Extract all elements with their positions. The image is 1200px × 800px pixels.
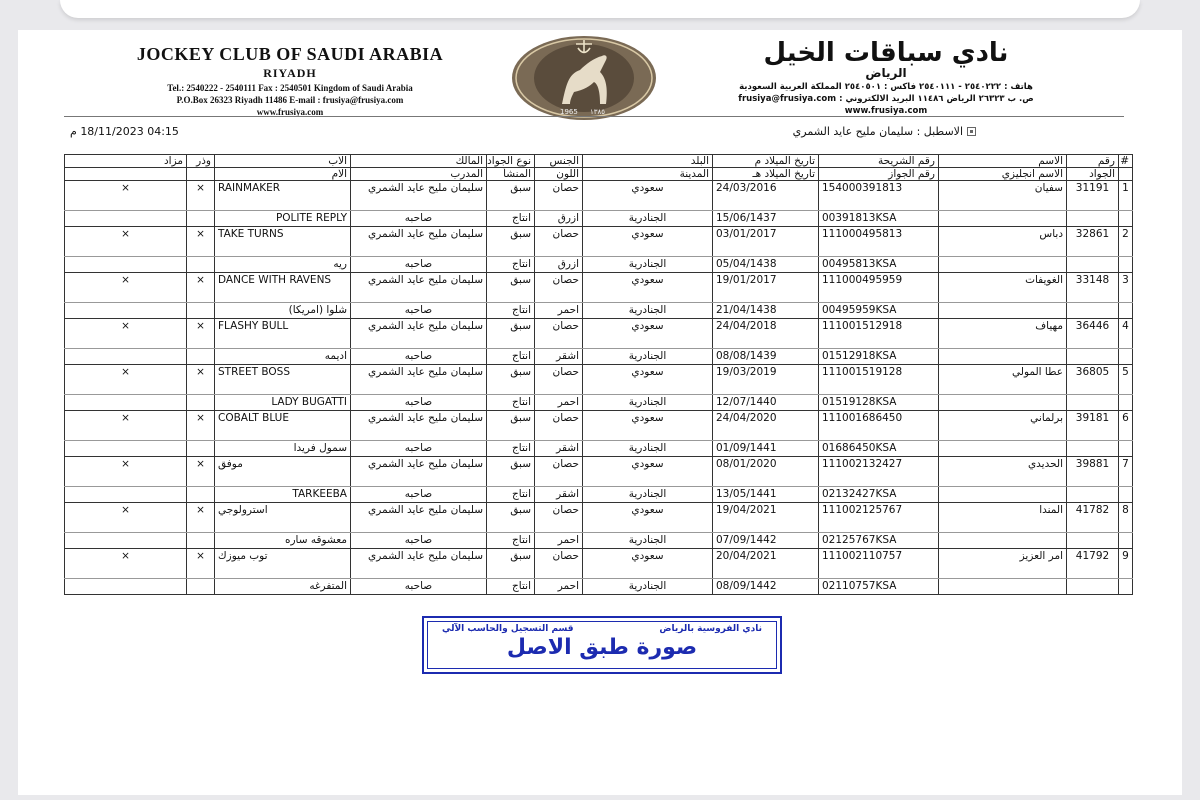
city: الجنادرية <box>583 349 713 365</box>
horse-id-sub <box>1067 395 1119 411</box>
trainer: صاحبه <box>351 211 487 227</box>
table-row-sub <box>65 349 1133 365</box>
country: سعودي <box>583 503 713 533</box>
country: سعودي <box>583 411 713 441</box>
chip-number: 111000495959 <box>819 273 939 303</box>
row-index-sub <box>1119 257 1133 273</box>
birth-date: 24/04/2018 <box>713 319 819 349</box>
chip-number: 154000391813 <box>819 181 939 211</box>
city: الجنادرية <box>583 257 713 273</box>
trainer: صاحبه <box>351 441 487 457</box>
sire: TAKE TURNS <box>215 227 351 257</box>
origin: انتاج <box>487 487 535 503</box>
sex: حصان <box>535 549 583 579</box>
owner: سليمان مليح عايد الشمري <box>351 273 487 303</box>
horse-id: 33148 <box>1067 273 1119 303</box>
row-index-sub <box>1119 395 1133 411</box>
chip-number: 111001686450 <box>819 411 939 441</box>
auction-mark: × <box>65 411 187 441</box>
color: احمر <box>535 579 583 595</box>
auction-mark-sub <box>65 441 187 457</box>
origin: انتاج <box>487 303 535 319</box>
horses-table-body <box>65 181 1133 595</box>
col-origin: المنشأ <box>487 168 535 181</box>
w-mark: × <box>187 549 215 579</box>
color: ازرق <box>535 211 583 227</box>
birth-date-hijri: 15/06/1437 <box>713 211 819 227</box>
passport-number: 02132427KSA <box>819 487 939 503</box>
sire: استرولوجي <box>215 503 351 533</box>
chip-number: 111002132427 <box>819 457 939 487</box>
sire: موفق <box>215 457 351 487</box>
table-row-sub <box>65 487 1133 503</box>
chip-number: 111000495813 <box>819 227 939 257</box>
birth-date-hijri: 13/05/1441 <box>713 487 819 503</box>
passport-number: 01512918KSA <box>819 349 939 365</box>
auction-mark-sub <box>65 579 187 595</box>
horse-name: برلماني <box>939 411 1067 441</box>
city: الجنادرية <box>583 395 713 411</box>
dam: سمول فريدا <box>215 441 351 457</box>
row-index-sub <box>1119 533 1133 549</box>
w-mark: × <box>187 457 215 487</box>
city: الجنادرية <box>583 211 713 227</box>
birth-date: 20/04/2021 <box>713 549 819 579</box>
w-mark-sub <box>187 533 215 549</box>
sex: حصان <box>535 227 583 257</box>
header-row-top <box>65 155 1133 168</box>
owner: سليمان مليح عايد الشمري <box>351 181 487 211</box>
stamp-dept: قسم التسجيل والحاسب الآلي <box>442 624 574 634</box>
table-row-sub <box>65 579 1133 595</box>
col-trainer: المدرب <box>351 168 487 181</box>
horse-type: سبق <box>487 503 535 533</box>
passport-number: 00495959KSA <box>819 303 939 319</box>
color: احمر <box>535 533 583 549</box>
chip-number: 111002110757 <box>819 549 939 579</box>
birth-date: 24/03/2016 <box>713 181 819 211</box>
trainer: صاحبه <box>351 579 487 595</box>
birth-date-hijri: 05/04/1438 <box>713 257 819 273</box>
color: اشقر <box>535 487 583 503</box>
col-passport: رقم الجواز <box>819 168 939 181</box>
w-mark-sub <box>187 395 215 411</box>
sire: COBALT BLUE <box>215 411 351 441</box>
dam: شلوا (امريكا) <box>215 303 351 319</box>
horse-type: سبق <box>487 457 535 487</box>
horse-id-sub <box>1067 487 1119 503</box>
col-owner: المالك <box>351 155 487 168</box>
col-auction: مزاد <box>65 155 187 168</box>
horse-name: الحديدي <box>939 457 1067 487</box>
country: سعودي <box>583 365 713 395</box>
auction-mark-sub <box>65 487 187 503</box>
club-name-ar: نادي سباقات الخيل <box>763 38 1009 68</box>
horse-id: 39881 <box>1067 457 1119 487</box>
w-mark-sub <box>187 303 215 319</box>
w-mark-sub <box>187 579 215 595</box>
stamp-main-text: صورة طبق الاصل <box>506 635 698 660</box>
birth-date-hijri: 21/04/1438 <box>713 303 819 319</box>
passport-number: 02110757KSA <box>819 579 939 595</box>
checkbox-icon <box>967 127 976 136</box>
birth-date-hijri: 08/09/1442 <box>713 579 819 595</box>
horse-name-en <box>939 395 1067 411</box>
horse-name-en <box>939 487 1067 503</box>
owner: سليمان مليح عايد الشمري <box>351 365 487 395</box>
dam: POLITE REPLY <box>215 211 351 227</box>
sex: حصان <box>535 273 583 303</box>
origin: انتاج <box>487 533 535 549</box>
table-row <box>65 273 1133 303</box>
col-name-en: الاسم انجليزي <box>939 168 1067 181</box>
horse-id-sub <box>1067 257 1119 273</box>
chip-number: 111001519128 <box>819 365 939 395</box>
col-country: البلد <box>583 155 713 168</box>
horse-id-sub <box>1067 579 1119 595</box>
website-ar: www.frusiya.com <box>844 106 928 116</box>
header-english <box>90 44 490 117</box>
col-chip: رقم الشريحة <box>819 155 939 168</box>
horse-type: سبق <box>487 365 535 395</box>
city: الجنادرية <box>583 533 713 549</box>
city: الجنادرية <box>583 487 713 503</box>
city: الجنادرية <box>583 303 713 319</box>
city: الجنادرية <box>583 441 713 457</box>
birth-date: 08/01/2020 <box>713 457 819 487</box>
table-row-sub <box>65 441 1133 457</box>
col-dob-hijri: تاريخ الميلاد هـ <box>713 168 819 181</box>
logo-year-right: ١٣٨٥ <box>590 108 606 116</box>
passport-number: 00391813KSA <box>819 211 939 227</box>
birth-date: 19/04/2021 <box>713 503 819 533</box>
dam: LADY BUGATTI <box>215 395 351 411</box>
row-index: 4 <box>1119 319 1133 349</box>
col-dob: تاريخ الميلاد م <box>713 155 819 168</box>
color: اشقر <box>535 441 583 457</box>
auction-mark-sub <box>65 257 187 273</box>
w-mark-sub <box>187 211 215 227</box>
horse-name: سفيان <box>939 181 1067 211</box>
horse-name-en <box>939 257 1067 273</box>
stable-label: الاسطبل : سليمان مليح عايد الشمري <box>792 125 963 138</box>
w-mark: × <box>187 273 215 303</box>
header-divider <box>64 116 1124 117</box>
horse-type: سبق <box>487 273 535 303</box>
horse-id: 36805 <box>1067 365 1119 395</box>
horse-name: المندا <box>939 503 1067 533</box>
horse-id-sub <box>1067 211 1119 227</box>
birth-date-hijri: 08/08/1439 <box>713 349 819 365</box>
horse-id-sub <box>1067 441 1119 457</box>
col-index: # <box>1119 155 1133 168</box>
w-mark: × <box>187 411 215 441</box>
col-city: المدينة <box>583 168 713 181</box>
col-id: رقم <box>1067 155 1119 168</box>
owner: سليمان مليح عايد الشمري <box>351 457 487 487</box>
auction-mark: × <box>65 549 187 579</box>
trainer: صاحبه <box>351 303 487 319</box>
w-mark-sub <box>187 487 215 503</box>
sex: حصان <box>535 411 583 441</box>
horse-id-sub <box>1067 349 1119 365</box>
passport-number: 00495813KSA <box>819 257 939 273</box>
sire: توب ميوزك <box>215 549 351 579</box>
certified-copy-stamp <box>422 616 782 674</box>
row-index: 1 <box>1119 181 1133 211</box>
col-w: وذر <box>187 155 215 168</box>
passport-number: 02125767KSA <box>819 533 939 549</box>
row-index-sub <box>1119 487 1133 503</box>
table-row <box>65 319 1133 349</box>
col-id-sub: الجواد <box>1067 168 1119 181</box>
country: سعودي <box>583 227 713 257</box>
table-row <box>65 411 1133 441</box>
city: الجنادرية <box>583 579 713 595</box>
row-index-sub <box>1119 211 1133 227</box>
w-mark: × <box>187 181 215 211</box>
origin: انتاج <box>487 441 535 457</box>
col-name: الاسم <box>939 155 1067 168</box>
table-row <box>65 457 1133 487</box>
row-index: 9 <box>1119 549 1133 579</box>
horse-name: مهياف <box>939 319 1067 349</box>
auction-mark: × <box>65 319 187 349</box>
auction-mark-sub <box>65 533 187 549</box>
club-logo <box>510 34 658 122</box>
w-mark: × <box>187 365 215 395</box>
passport-number: 01686450KSA <box>819 441 939 457</box>
row-index-sub <box>1119 441 1133 457</box>
col-index-sub <box>1119 168 1133 181</box>
website-en: www.frusiya.com <box>256 107 324 117</box>
horse-name: امر العزيز <box>939 549 1067 579</box>
contact-en: Tel.: 2540222 - 2540111 Fax : 2540501 Kingdom of Saudi Arabia <box>167 83 413 93</box>
address-ar: ص. ب ٢٦٣٢٣ الرياض ١١٤٨٦ البريد الالكتروني : frusiya@frusiya.com <box>738 94 1034 104</box>
country: سعودي <box>583 549 713 579</box>
birth-date: 24/04/2020 <box>713 411 819 441</box>
sex: حصان <box>535 457 583 487</box>
table-row <box>65 503 1133 533</box>
horse-id-sub <box>1067 303 1119 319</box>
owner: سليمان مليح عايد الشمري <box>351 503 487 533</box>
club-city-en: RIYADH <box>263 66 317 80</box>
horse-id: 41782 <box>1067 503 1119 533</box>
table-row <box>65 181 1133 211</box>
trainer: صاحبه <box>351 257 487 273</box>
table-row <box>65 365 1133 395</box>
col-dam: الام <box>215 168 351 181</box>
birth-date-hijri: 01/09/1441 <box>713 441 819 457</box>
horse-id-sub <box>1067 533 1119 549</box>
col-type: نوع الجواد <box>487 155 535 168</box>
w-mark-sub <box>187 441 215 457</box>
chip-number: 111001512918 <box>819 319 939 349</box>
sex: حصان <box>535 319 583 349</box>
birth-date: 19/03/2019 <box>713 365 819 395</box>
color: اشقر <box>535 349 583 365</box>
top-scroll-strip <box>60 0 1140 18</box>
row-index: 5 <box>1119 365 1133 395</box>
col-sex: الجنس <box>535 155 583 168</box>
horse-name-en <box>939 211 1067 227</box>
table-row-sub <box>65 303 1133 319</box>
sire: DANCE WITH RAVENS <box>215 273 351 303</box>
sire: FLASHY BULL <box>215 319 351 349</box>
sire: STREET BOSS <box>215 365 351 395</box>
row-index: 6 <box>1119 411 1133 441</box>
owner: سليمان مليح عايد الشمري <box>351 549 487 579</box>
stamp-org: نادي الفروسية بالرياض <box>659 624 762 634</box>
auction-mark-sub <box>65 349 187 365</box>
dam: المتفرغه <box>215 579 351 595</box>
passport-number: 01519128KSA <box>819 395 939 411</box>
auction-mark-sub <box>65 303 187 319</box>
color: احمر <box>535 303 583 319</box>
color: ازرق <box>535 257 583 273</box>
auction-mark: × <box>65 365 187 395</box>
auction-mark: × <box>65 457 187 487</box>
country: سعودي <box>583 273 713 303</box>
horse-id: 32861 <box>1067 227 1119 257</box>
table-row-sub <box>65 211 1133 227</box>
horse-type: سبق <box>487 411 535 441</box>
sex: حصان <box>535 181 583 211</box>
trainer: صاحبه <box>351 349 487 365</box>
origin: انتاج <box>487 579 535 595</box>
horse-type: سبق <box>487 227 535 257</box>
horse-id: 41792 <box>1067 549 1119 579</box>
horse-name: الغويفات <box>939 273 1067 303</box>
w-mark-sub <box>187 257 215 273</box>
owner: سليمان مليح عايد الشمري <box>351 411 487 441</box>
horse-name-en <box>939 579 1067 595</box>
sex: حصان <box>535 365 583 395</box>
auction-mark: × <box>65 273 187 303</box>
origin: انتاج <box>487 395 535 411</box>
country: سعودي <box>583 457 713 487</box>
print-datetime: 04:15 18/11/2023 م <box>70 125 179 138</box>
horse-name-en <box>939 349 1067 365</box>
horse-name: دباس <box>939 227 1067 257</box>
horse-type: سبق <box>487 319 535 349</box>
trainer: صاحبه <box>351 533 487 549</box>
row-index-sub <box>1119 349 1133 365</box>
sire: RAINMAKER <box>215 181 351 211</box>
auction-mark-sub <box>65 211 187 227</box>
row-index: 2 <box>1119 227 1133 257</box>
birth-date-hijri: 07/09/1442 <box>713 533 819 549</box>
sex: حصان <box>535 503 583 533</box>
dam: معشوقه ساره <box>215 533 351 549</box>
w-mark: × <box>187 503 215 533</box>
col-color: اللون <box>535 168 583 181</box>
birth-date: 03/01/2017 <box>713 227 819 257</box>
table-row-sub <box>65 257 1133 273</box>
auction-mark: × <box>65 227 187 257</box>
table-row <box>65 227 1133 257</box>
document-page <box>18 30 1182 795</box>
club-city-ar: الرياض <box>865 66 907 80</box>
dam: اديمه <box>215 349 351 365</box>
horse-type: سبق <box>487 549 535 579</box>
color: احمر <box>535 395 583 411</box>
horses-table <box>64 154 1133 595</box>
horse-id: 31191 <box>1067 181 1119 211</box>
row-index-sub <box>1119 579 1133 595</box>
birth-date: 19/01/2017 <box>713 273 819 303</box>
auction-mark: × <box>65 181 187 211</box>
horse-name-en <box>939 303 1067 319</box>
horse-name-en <box>939 441 1067 457</box>
row-index: 8 <box>1119 503 1133 533</box>
w-mark: × <box>187 319 215 349</box>
auction-mark-sub <box>65 395 187 411</box>
table-row <box>65 549 1133 579</box>
chip-number: 111002125767 <box>819 503 939 533</box>
origin: انتاج <box>487 257 535 273</box>
col-auction-sub <box>65 168 187 181</box>
trainer: صاحبه <box>351 487 487 503</box>
row-index-sub <box>1119 303 1133 319</box>
owner: سليمان مليح عايد الشمري <box>351 319 487 349</box>
origin: انتاج <box>487 349 535 365</box>
w-mark: × <box>187 227 215 257</box>
col-w-sub <box>187 168 215 181</box>
header-arabic <box>686 38 1086 116</box>
row-index: 3 <box>1119 273 1133 303</box>
owner: سليمان مليح عايد الشمري <box>351 227 487 257</box>
address-en: P.O.Box 26323 Riyadh 11486 E-mail : frusiya@frusiya.com <box>176 95 404 105</box>
contact-ar: هاتف : ٢٥٤٠٢٢٢ - ٢٥٤٠١١١ فاكس : ٢٥٤٠٥٠١ المملكة العربية السعودية <box>739 82 1033 92</box>
trainer: صاحبه <box>351 395 487 411</box>
header-row-bottom <box>65 168 1133 181</box>
country: سعودي <box>583 181 713 211</box>
table-row-sub <box>65 533 1133 549</box>
horse-id: 39181 <box>1067 411 1119 441</box>
stable-info <box>793 125 976 138</box>
horse-name-en <box>939 533 1067 549</box>
auction-mark: × <box>65 503 187 533</box>
row-index: 7 <box>1119 457 1133 487</box>
col-sire: الاب <box>215 155 351 168</box>
club-name-en: JOCKEY CLUB OF SAUDI ARABIA <box>136 44 444 64</box>
logo-year-left: 1965 <box>560 108 578 116</box>
origin: انتاج <box>487 211 535 227</box>
horse-id: 36446 <box>1067 319 1119 349</box>
horse-type: سبق <box>487 181 535 211</box>
dam: ريه <box>215 257 351 273</box>
table-row-sub <box>65 395 1133 411</box>
horse-name: عطا المولي <box>939 365 1067 395</box>
country: سعودي <box>583 319 713 349</box>
dam: TARKEEBA <box>215 487 351 503</box>
w-mark-sub <box>187 349 215 365</box>
birth-date-hijri: 12/07/1440 <box>713 395 819 411</box>
